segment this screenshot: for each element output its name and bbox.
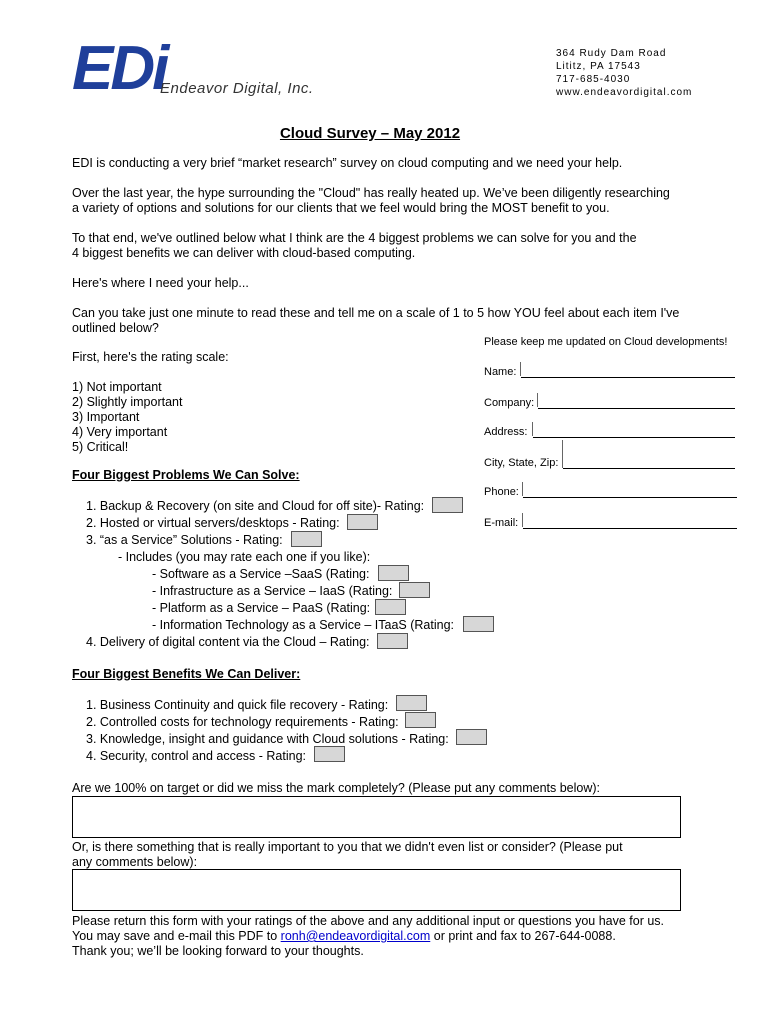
city-field-edge [562,440,563,468]
email-link[interactable]: ronh@endeavordigital.com [280,929,431,943]
footer-line-3: Thank you; we’ll be looking forward to your thoughts. [72,944,364,958]
footer-line-2 [72,929,616,944]
address-phone: 717-685-4030 [556,74,631,85]
benefit-4-rating-input[interactable] [314,746,345,762]
benefit-2-rating-input[interactable] [405,712,436,728]
address-label: Address: [484,426,528,438]
problems-heading: Four Biggest Problems We Can Solve: [72,468,300,482]
iaas-label: - Infrastructure as a Service – IaaS (Rating: [152,584,393,598]
company-label: Company: [484,397,535,409]
address-street: 364 Rudy Dam Road [556,48,667,59]
email-field[interactable] [523,528,737,529]
benefit-2-label: 2. Controlled costs for technology requirements - Rating: [86,715,399,729]
address-field[interactable] [533,437,735,438]
comments-textarea-2[interactable] [72,869,681,911]
intro-paragraph-2-line-1: Over the last year, the hype surrounding the "Cloud" has really heated up. We’ve been diligently researching [72,186,670,200]
problem-3-label: 3. “as a Service” Solutions - Rating: [86,533,283,547]
footer-line-1: Please return this form with your ratings of the above and any additional input or questions you have for us. [72,914,665,928]
rating-scale-item: 4) Very important [72,425,168,439]
problem-2-label: 2. Hosted or virtual servers/desktops - Rating: [86,516,340,530]
problem-2-rating-input[interactable] [347,514,378,530]
saas-rating-input[interactable] [378,565,409,581]
name-field[interactable] [521,377,735,378]
intro-paragraph-5-line-2: outlined below? [72,321,159,335]
page-title: Cloud Survey – May 2012 [279,125,461,142]
phone-label: Phone: [484,486,519,498]
benefit-3-rating-input[interactable] [456,729,487,745]
contact-form-heading: Please keep me updated on Cloud developments! [484,336,728,348]
comments-question-1: Are we 100% on target or did we miss the mark completely? (Please put any comments below): [72,781,601,795]
email-field-edge [522,513,523,527]
intro-paragraph-4: Here's where I need your help... [72,276,249,290]
company-name: Endeavor Digital, Inc. [160,80,314,97]
benefit-4-label: 4. Security, control and access - Rating: [86,749,307,763]
edi-logo: EDi [72,34,167,103]
city-state-zip-label: City, State, Zip: [484,457,559,469]
comments-question-2-line-2: any comments below): [72,855,198,869]
name-field-edge [520,362,521,376]
intro-paragraph-3-line-2: 4 biggest benefits we can deliver with cloud-based computing. [72,246,416,260]
iaas-rating-input[interactable] [399,582,430,598]
company-field[interactable] [538,408,735,409]
benefit-1-rating-input[interactable] [396,695,427,711]
benefit-3-label: 3. Knowledge, insight and guidance with Cloud solutions - Rating: [86,732,449,746]
intro-paragraph-5-line-1: Can you take just one minute to read these and tell me on a scale of 1 to 5 how YOU feel about each item I've [72,306,680,320]
city-state-zip-field[interactable] [563,468,735,469]
benefits-heading: Four Biggest Benefits We Can Deliver: [72,667,301,681]
paas-label: - Platform as a Service – PaaS (Rating: [152,601,371,615]
phone-field-edge [522,482,523,496]
problem-1-rating-input[interactable] [432,497,463,513]
intro-paragraph-3-line-1: To that end, we've outlined below what I think are the 4 biggest problems we can solve for you and the [72,231,637,245]
name-label: Name: [484,366,517,378]
rating-scale-item: 5) Critical! [72,440,129,454]
rating-scale-item: 1) Not important [72,380,162,394]
problem-3-rating-input[interactable] [291,531,322,547]
rating-scale-intro: First, here's the rating scale: [72,350,229,364]
paas-rating-input[interactable] [375,599,406,615]
address-city: Lititz, PA 17543 [556,61,641,72]
problem-3-includes-note: - Includes (you may rate each one if you like): [118,550,371,564]
problem-4-label: 4. Delivery of digital content via the Cloud – Rating: [86,635,370,649]
benefit-1-label: 1. Business Continuity and quick file recovery - Rating: [86,698,389,712]
footer-line-2-suffix: or print and fax to 267-644-0088. [430,929,616,943]
comments-question-2-line-1: Or, is there something that is really important to you that we didn't even list or consider? (Please put [72,840,623,854]
footer-line-2-prefix: You may save and e-mail this PDF to [72,929,281,943]
itaas-rating-input[interactable] [463,616,494,632]
problem-1-label: 1. Backup & Recovery (on site and Cloud for off site)- Rating: [86,499,425,513]
email-label: E-mail: [484,517,519,529]
address-website: www.endeavordigital.com [556,87,693,98]
rating-scale-item: 2) Slightly important [72,395,183,409]
address-field-edge [532,422,533,436]
rating-scale-item: 3) Important [72,410,140,424]
comments-textarea-1[interactable] [72,796,681,838]
itaas-label: - Information Technology as a Service – ITaaS (Rating: [152,618,455,632]
saas-label: - Software as a Service –SaaS (Rating: [152,567,370,581]
phone-field[interactable] [523,497,737,498]
intro-paragraph-2-line-2: a variety of options and solutions for our clients that we feel would bring the MOST benefit to you. [72,201,610,215]
intro-paragraph-1: EDI is conducting a very brief “market research” survey on cloud computing and we need your help. [72,156,623,170]
company-field-edge [537,393,538,407]
problem-4-rating-input[interactable] [377,633,408,649]
